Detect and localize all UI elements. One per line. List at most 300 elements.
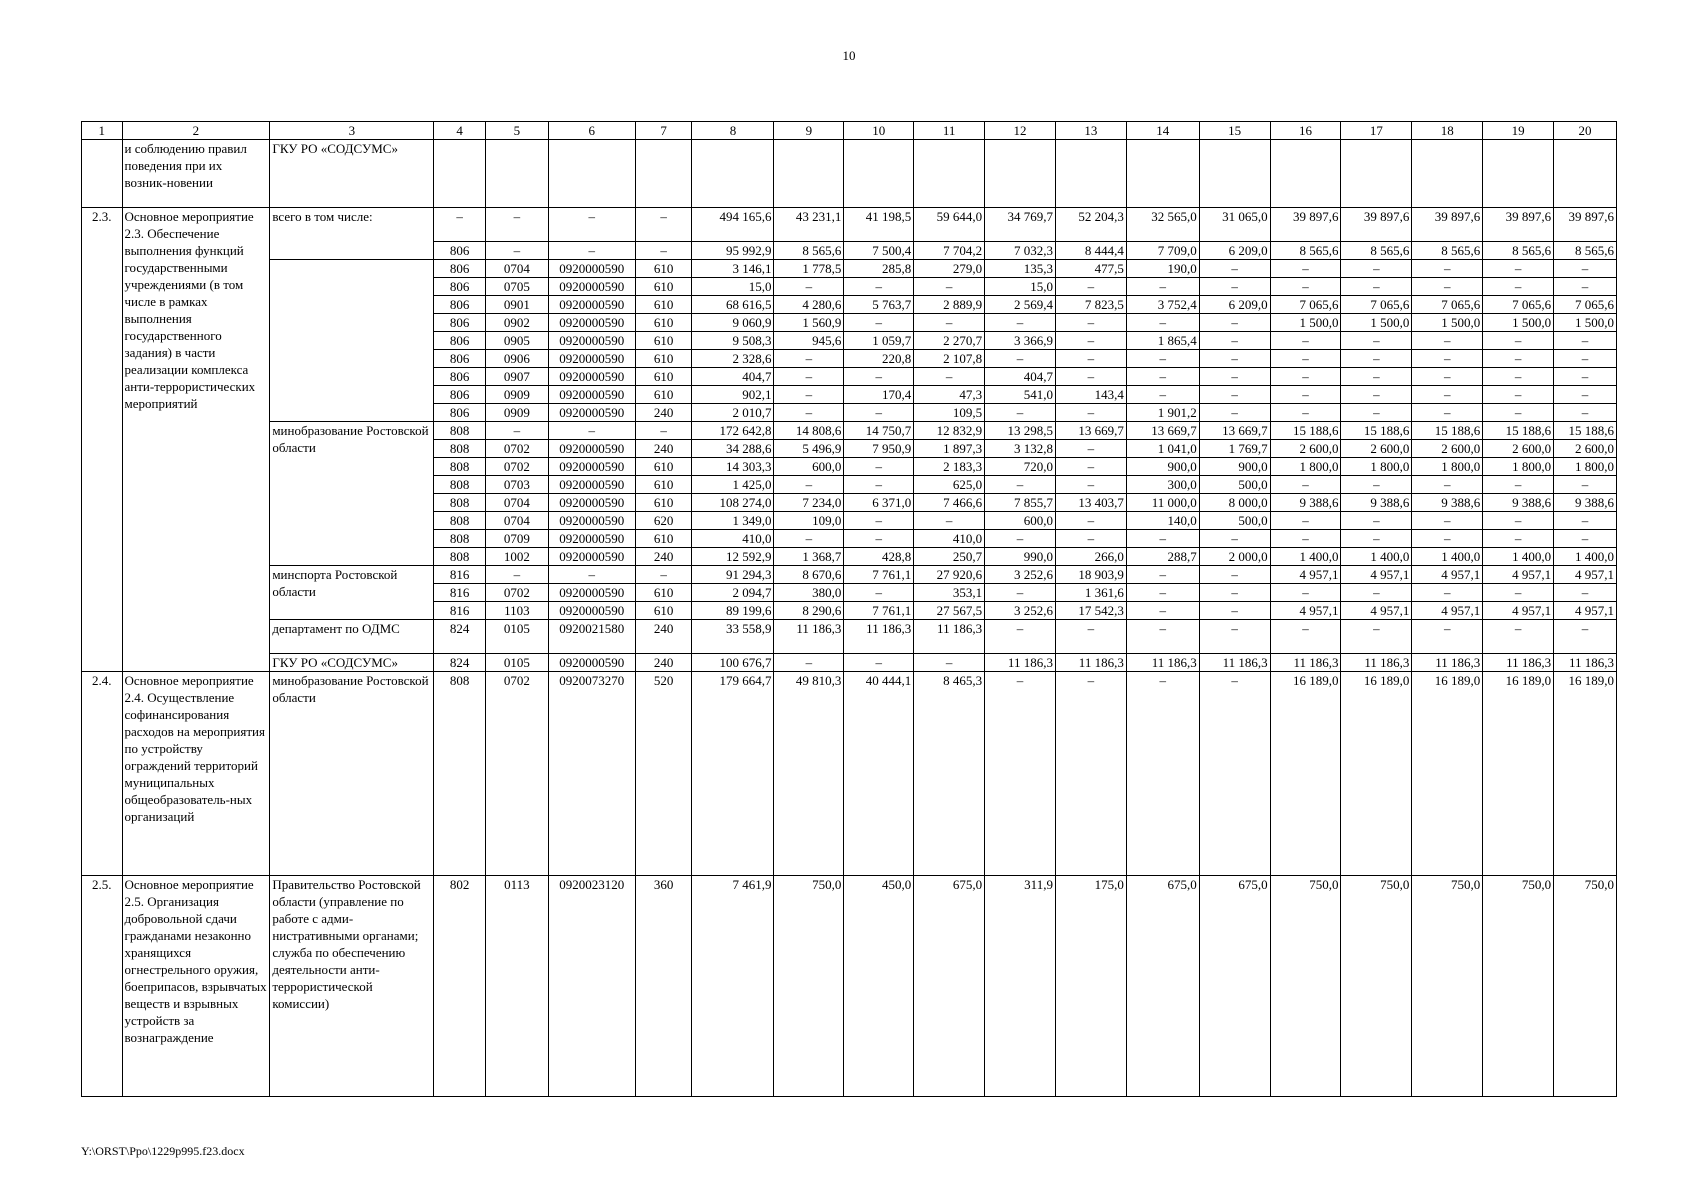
amount-cell: – [914, 654, 985, 672]
amount-cell: 3 132,8 [985, 440, 1056, 458]
table-row [82, 876, 1617, 1097]
amount-cell: – [1483, 530, 1554, 548]
amount-cell: 266,0 [1055, 548, 1126, 566]
rzpr-code-cell: 0702 [485, 584, 548, 602]
amount-cell: 9 388,6 [1270, 494, 1341, 512]
amount-cell: 500,0 [1199, 512, 1270, 530]
amount-cell: 8 565,6 [1412, 242, 1483, 260]
amount-cell: 49 810,3 [774, 672, 844, 876]
csr-code-cell: 0920000590 [548, 458, 635, 476]
amount-cell: 2 600,0 [1270, 440, 1341, 458]
amount-cell: 220,8 [844, 350, 914, 368]
amount-cell: 15,0 [985, 278, 1056, 296]
amount-cell: 31 065,0 [1199, 208, 1270, 242]
amount-cell: 11 186,3 [1554, 654, 1617, 672]
amount-cell: 4 957,1 [1341, 566, 1412, 584]
amount-cell: 7 234,0 [774, 494, 844, 512]
amount-cell: 600,0 [985, 512, 1056, 530]
amount-cell: – [1055, 314, 1126, 332]
rzpr-code-cell: 0906 [485, 350, 548, 368]
amount-cell: 1 897,3 [914, 440, 985, 458]
rzpr-code-cell: 0901 [485, 296, 548, 314]
amount-cell: 13 403,7 [1055, 494, 1126, 512]
vr-code-cell: 610 [635, 278, 692, 296]
csr-code-cell: 0920000590 [548, 404, 635, 422]
amount-cell: 2 328,6 [692, 350, 774, 368]
amount-cell: 34 769,7 [985, 208, 1056, 242]
column-number-cell: 13 [1055, 122, 1126, 140]
amount-cell: 12 832,9 [914, 422, 985, 440]
empty-cell [985, 140, 1056, 208]
amount-cell: – [1554, 476, 1617, 494]
empty-cell [692, 140, 774, 208]
amount-cell: – [1126, 530, 1199, 548]
table-row [82, 672, 1617, 876]
amount-cell: 11 186,3 [914, 620, 985, 654]
executor-cell: ГКУ РО «СОДСУМС» [270, 654, 434, 672]
amount-cell: – [1126, 566, 1199, 584]
amount-cell: 39 897,6 [1270, 208, 1341, 242]
amount-cell: – [914, 314, 985, 332]
grbs-code-cell: 808 [434, 476, 486, 494]
amount-cell: – [914, 278, 985, 296]
amount-cell: – [1270, 368, 1341, 386]
amount-cell: 143,4 [1055, 386, 1126, 404]
amount-cell: 140,0 [1126, 512, 1199, 530]
vr-code-cell: 620 [635, 512, 692, 530]
amount-cell: 5 763,7 [844, 296, 914, 314]
amount-cell: 1 400,0 [1412, 548, 1483, 566]
amount-cell: 4 957,1 [1554, 602, 1617, 620]
csr-code-cell: – [548, 208, 635, 242]
amount-cell: 11 186,3 [1270, 654, 1341, 672]
amount-cell: – [844, 584, 914, 602]
amount-cell: 7 065,6 [1341, 296, 1412, 314]
amount-cell: – [1341, 584, 1412, 602]
amount-cell: 13 669,7 [1126, 422, 1199, 440]
amount-cell: 6 371,0 [844, 494, 914, 512]
amount-cell: – [1483, 476, 1554, 494]
amount-cell: – [1270, 350, 1341, 368]
amount-cell: 6 209,0 [1199, 242, 1270, 260]
executor-cell: департамент по ОДМС [270, 620, 434, 654]
rzpr-code-cell: – [485, 242, 548, 260]
amount-cell: – [1341, 332, 1412, 350]
amount-cell: – [774, 278, 844, 296]
amount-cell: 1 368,7 [774, 548, 844, 566]
amount-cell: – [1554, 530, 1617, 548]
amount-cell: – [1126, 672, 1199, 876]
csr-code-cell: 0920021580 [548, 620, 635, 654]
amount-cell: – [1055, 476, 1126, 494]
amount-cell: 1 500,0 [1412, 314, 1483, 332]
rzpr-code-cell: 0702 [485, 672, 548, 876]
amount-cell: – [1199, 566, 1270, 584]
amount-cell: – [1483, 512, 1554, 530]
vr-code-cell: – [635, 422, 692, 440]
amount-cell: 7 761,1 [844, 602, 914, 620]
amount-cell: 285,8 [844, 260, 914, 278]
measure-number-cell: 2.3. [82, 208, 123, 672]
amount-cell: 1 059,7 [844, 332, 914, 350]
amount-cell: 135,3 [985, 260, 1056, 278]
amount-cell: 9 388,6 [1341, 494, 1412, 512]
amount-cell: – [1199, 386, 1270, 404]
amount-cell: – [1341, 368, 1412, 386]
amount-cell: 500,0 [1199, 476, 1270, 494]
rzpr-code-cell: 0705 [485, 278, 548, 296]
rzpr-code-cell: 0703 [485, 476, 548, 494]
csr-code-cell: 0920000590 [548, 512, 635, 530]
empty-cell [548, 140, 635, 208]
amount-cell: 11 186,3 [1412, 654, 1483, 672]
grbs-code-cell: 808 [434, 672, 486, 876]
rzpr-code-cell: 0704 [485, 260, 548, 278]
vr-code-cell: 240 [635, 548, 692, 566]
amount-cell: – [914, 368, 985, 386]
amount-cell: – [774, 368, 844, 386]
amount-cell: 9 388,6 [1554, 494, 1617, 512]
amount-cell: – [1483, 332, 1554, 350]
amount-cell: 91 294,3 [692, 566, 774, 584]
amount-cell: 675,0 [1126, 876, 1199, 1097]
amount-cell: – [1554, 386, 1617, 404]
amount-cell: 600,0 [774, 458, 844, 476]
amount-cell: 109,5 [914, 404, 985, 422]
amount-cell: – [1055, 368, 1126, 386]
amount-cell: – [1341, 512, 1412, 530]
rzpr-code-cell: 1002 [485, 548, 548, 566]
amount-cell: – [914, 512, 985, 530]
amount-cell: 190,0 [1126, 260, 1199, 278]
amount-cell: 108 274,0 [692, 494, 774, 512]
amount-cell: 1 500,0 [1270, 314, 1341, 332]
amount-cell: 1 500,0 [1341, 314, 1412, 332]
amount-cell: 750,0 [1483, 876, 1554, 1097]
amount-cell: 7 950,9 [844, 440, 914, 458]
column-number-cell: 3 [270, 122, 434, 140]
amount-cell: – [774, 476, 844, 494]
amount-cell: 404,7 [692, 368, 774, 386]
amount-cell: 7 855,7 [985, 494, 1056, 512]
vr-code-cell: 610 [635, 584, 692, 602]
amount-cell: – [1554, 260, 1617, 278]
grbs-code-cell: 806 [434, 314, 486, 332]
rzpr-code-cell: 0902 [485, 314, 548, 332]
csr-code-cell: 0920000590 [548, 476, 635, 494]
amount-cell: 4 957,1 [1412, 566, 1483, 584]
vr-code-cell: 610 [635, 296, 692, 314]
amount-cell: 11 186,3 [1483, 654, 1554, 672]
amount-cell: 8 565,6 [1270, 242, 1341, 260]
amount-cell: 428,8 [844, 548, 914, 566]
rzpr-code-cell: 0909 [485, 404, 548, 422]
amount-cell: – [1126, 602, 1199, 620]
amount-cell: – [1554, 368, 1617, 386]
executor-cell: минобразование Ростовской области [270, 422, 434, 566]
executor-cell: Правительство Ростовской области (управление по работе с адми-нистративными органами; служба по обеспечению деятельности анти-террористической комиссии) [270, 876, 434, 1097]
amount-cell: 3 752,4 [1126, 296, 1199, 314]
amount-cell: – [1412, 584, 1483, 602]
amount-cell: 750,0 [1412, 876, 1483, 1097]
amount-cell: – [1412, 530, 1483, 548]
column-number-cell: 5 [485, 122, 548, 140]
amount-cell: 7 461,9 [692, 876, 774, 1097]
amount-cell: 750,0 [1270, 876, 1341, 1097]
column-number-cell: 8 [692, 122, 774, 140]
amount-cell: 625,0 [914, 476, 985, 494]
column-number-cell: 7 [635, 122, 692, 140]
rzpr-code-cell: 0909 [485, 386, 548, 404]
rzpr-code-cell: 0702 [485, 458, 548, 476]
amount-cell: – [985, 314, 1056, 332]
grbs-code-cell: 824 [434, 620, 486, 654]
amount-cell: 2 183,3 [914, 458, 985, 476]
amount-cell: – [1341, 278, 1412, 296]
csr-code-cell: 0920000590 [548, 494, 635, 512]
amount-cell: 12 592,9 [692, 548, 774, 566]
amount-cell: 7 466,6 [914, 494, 985, 512]
amount-cell: 6 209,0 [1199, 296, 1270, 314]
grbs-code-cell: 808 [434, 422, 486, 440]
amount-cell: 16 189,0 [1412, 672, 1483, 876]
amount-cell: – [1341, 620, 1412, 654]
amount-cell: – [1055, 512, 1126, 530]
amount-cell: – [1270, 530, 1341, 548]
footer-file-path: Y:\ORST\Ppo\1229p995.f23.docx [81, 1144, 245, 1158]
empty-cell [1412, 140, 1483, 208]
amount-cell: 1 800,0 [1341, 458, 1412, 476]
amount-cell: 945,6 [774, 332, 844, 350]
amount-cell: – [1199, 332, 1270, 350]
amount-cell: – [1483, 404, 1554, 422]
amount-cell: 4 957,1 [1483, 566, 1554, 584]
amount-cell: – [1554, 332, 1617, 350]
vr-code-cell: – [635, 208, 692, 242]
vr-code-cell: 520 [635, 672, 692, 876]
amount-cell: 170,4 [844, 386, 914, 404]
vr-code-cell: 240 [635, 404, 692, 422]
amount-cell: 9 508,3 [692, 332, 774, 350]
empty-cell [1126, 140, 1199, 208]
amount-cell: 16 189,0 [1270, 672, 1341, 876]
amount-cell: 9 388,6 [1412, 494, 1483, 512]
vr-code-cell: 240 [635, 440, 692, 458]
column-number-cell: 10 [844, 122, 914, 140]
amount-cell: 13 298,5 [985, 422, 1056, 440]
grbs-code-cell: 808 [434, 440, 486, 458]
amount-cell: 11 186,3 [985, 654, 1056, 672]
grbs-code-cell: 824 [434, 654, 486, 672]
vr-code-cell: 610 [635, 386, 692, 404]
measure-name-cell: Основное мероприятие 2.5. Организация добровольной сдачи гражданами незаконно хранящихся огнестрельного оружия, боеприпасов, взрывчатых веществ и взрывных устройств за вознаграждение [122, 876, 270, 1097]
amount-cell: – [1055, 672, 1126, 876]
amount-cell: 1 500,0 [1554, 314, 1617, 332]
amount-cell: – [774, 530, 844, 548]
amount-cell: – [1412, 260, 1483, 278]
amount-cell: – [1554, 404, 1617, 422]
table-row [82, 620, 1617, 654]
csr-code-cell: 0920000590 [548, 530, 635, 548]
amount-cell: 32 565,0 [1126, 208, 1199, 242]
amount-cell: – [1199, 278, 1270, 296]
grbs-code-cell: 816 [434, 566, 486, 584]
amount-cell: – [1412, 350, 1483, 368]
amount-cell: – [1270, 476, 1341, 494]
column-number-cell: 4 [434, 122, 486, 140]
amount-cell: 179 664,7 [692, 672, 774, 876]
grbs-code-cell: 808 [434, 458, 486, 476]
amount-cell: – [774, 350, 844, 368]
amount-cell: 172 642,8 [692, 422, 774, 440]
amount-cell: – [985, 530, 1056, 548]
amount-cell: 2 569,4 [985, 296, 1056, 314]
amount-cell: 1 500,0 [1483, 314, 1554, 332]
empty-cell [1270, 140, 1341, 208]
grbs-code-cell: 808 [434, 494, 486, 512]
amount-cell: – [844, 530, 914, 548]
amount-cell: – [1341, 386, 1412, 404]
amount-cell: – [1055, 458, 1126, 476]
rzpr-code-cell: 0709 [485, 530, 548, 548]
amount-cell: 7 823,5 [1055, 296, 1126, 314]
amount-cell: 750,0 [774, 876, 844, 1097]
empty-cell [914, 140, 985, 208]
amount-cell: 288,7 [1126, 548, 1199, 566]
budget-table [81, 121, 1617, 1097]
grbs-code-cell: 806 [434, 350, 486, 368]
rzpr-code-cell: 0702 [485, 440, 548, 458]
amount-cell: 1 041,0 [1126, 440, 1199, 458]
amount-cell: – [844, 512, 914, 530]
vr-code-cell: 610 [635, 368, 692, 386]
grbs-code-cell: 808 [434, 512, 486, 530]
rzpr-code-cell: – [485, 208, 548, 242]
table-row [82, 654, 1617, 672]
amount-cell: 68 616,5 [692, 296, 774, 314]
amount-cell: – [1126, 368, 1199, 386]
amount-cell: 902,1 [692, 386, 774, 404]
amount-cell: 11 186,3 [1055, 654, 1126, 672]
amount-cell: 11 000,0 [1126, 494, 1199, 512]
executor-cell: минспорта Ростовской области [270, 566, 434, 620]
amount-cell: 3 252,6 [985, 566, 1056, 584]
csr-code-cell: – [548, 242, 635, 260]
amount-cell: 1 560,9 [774, 314, 844, 332]
amount-cell: 3 146,1 [692, 260, 774, 278]
amount-cell: – [985, 620, 1056, 654]
amount-cell: 43 231,1 [774, 208, 844, 242]
amount-cell: 7 709,0 [1126, 242, 1199, 260]
amount-cell: 40 444,1 [844, 672, 914, 876]
rzpr-code-cell: 0905 [485, 332, 548, 350]
amount-cell: 1 800,0 [1554, 458, 1617, 476]
amount-cell: 4 957,1 [1270, 602, 1341, 620]
amount-cell: – [1126, 620, 1199, 654]
amount-cell: – [1126, 584, 1199, 602]
amount-cell: – [844, 368, 914, 386]
amount-cell: – [1199, 368, 1270, 386]
column-number-cell: 17 [1341, 122, 1412, 140]
grbs-code-cell: 806 [434, 386, 486, 404]
grbs-code-cell: 808 [434, 548, 486, 566]
amount-cell: 16 189,0 [1483, 672, 1554, 876]
amount-cell: – [1412, 332, 1483, 350]
amount-cell: 1 901,2 [1126, 404, 1199, 422]
amount-cell: – [1341, 404, 1412, 422]
amount-cell: – [1126, 350, 1199, 368]
grbs-code-cell: 816 [434, 602, 486, 620]
amount-cell: – [1412, 512, 1483, 530]
amount-cell: – [1199, 602, 1270, 620]
rzpr-code-cell: – [485, 566, 548, 584]
amount-cell: 100 676,7 [692, 654, 774, 672]
csr-code-cell: 0920000590 [548, 332, 635, 350]
csr-code-cell: – [548, 422, 635, 440]
amount-cell: 41 198,5 [844, 208, 914, 242]
amount-cell: 175,0 [1055, 876, 1126, 1097]
vr-code-cell: 610 [635, 530, 692, 548]
amount-cell: – [1199, 350, 1270, 368]
amount-cell: 353,1 [914, 584, 985, 602]
amount-cell: 15,0 [692, 278, 774, 296]
empty-cell [1554, 140, 1617, 208]
amount-cell: 2 000,0 [1199, 548, 1270, 566]
amount-cell: – [1554, 350, 1617, 368]
amount-cell: 11 186,3 [1126, 654, 1199, 672]
vr-code-cell: 610 [635, 602, 692, 620]
column-number-cell: 20 [1554, 122, 1617, 140]
rzpr-code-cell: 0704 [485, 494, 548, 512]
column-number-cell: 11 [914, 122, 985, 140]
amount-cell: – [844, 404, 914, 422]
vr-code-cell: 610 [635, 332, 692, 350]
amount-cell: – [1270, 278, 1341, 296]
amount-cell: – [1483, 350, 1554, 368]
amount-cell: 7 500,4 [844, 242, 914, 260]
vr-code-cell: 360 [635, 876, 692, 1097]
amount-cell: 279,0 [914, 260, 985, 278]
grbs-code-cell: 806 [434, 404, 486, 422]
amount-cell: – [1055, 404, 1126, 422]
vr-code-cell: 610 [635, 314, 692, 332]
grbs-code-cell: 806 [434, 368, 486, 386]
amount-cell: 33 558,9 [692, 620, 774, 654]
amount-cell: 3 366,9 [985, 332, 1056, 350]
amount-cell: 2 094,7 [692, 584, 774, 602]
amount-cell: 18 903,9 [1055, 566, 1126, 584]
table-row [82, 422, 1617, 440]
amount-cell: – [1270, 404, 1341, 422]
amount-cell: 7 761,1 [844, 566, 914, 584]
amount-cell: 1 425,0 [692, 476, 774, 494]
amount-cell: – [985, 672, 1056, 876]
num-cell [82, 140, 123, 208]
vr-code-cell: 610 [635, 458, 692, 476]
amount-cell: 47,3 [914, 386, 985, 404]
table-row [82, 208, 1617, 242]
amount-cell: 450,0 [844, 876, 914, 1097]
empty-cell [1483, 140, 1554, 208]
amount-cell: 39 897,6 [1554, 208, 1617, 242]
empty-cell [434, 140, 486, 208]
amount-cell: 380,0 [774, 584, 844, 602]
amount-cell: 15 188,6 [1270, 422, 1341, 440]
rzpr-code-cell: 1103 [485, 602, 548, 620]
amount-cell: – [1199, 260, 1270, 278]
amount-cell: 15 188,6 [1341, 422, 1412, 440]
column-number-cell: 1 [82, 122, 123, 140]
